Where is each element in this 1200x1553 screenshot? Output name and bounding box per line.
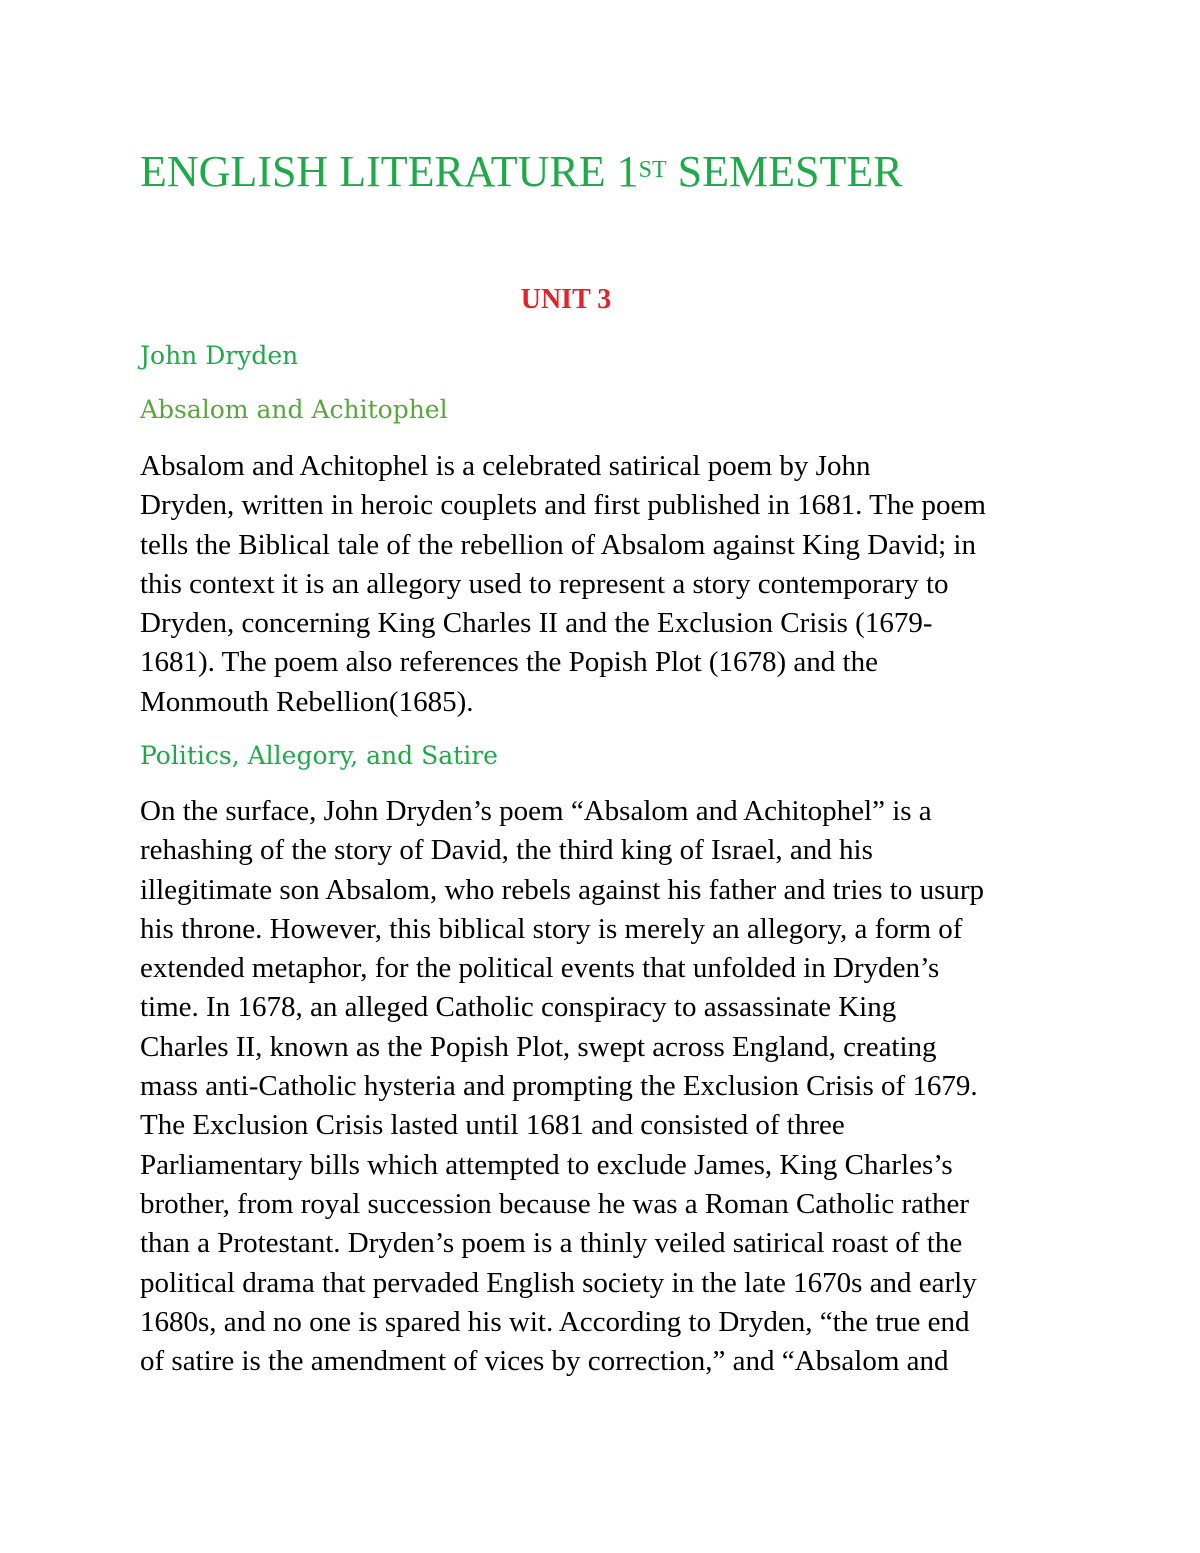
paragraph-line: illegitimate son Absalom, who rebels against his father and tries to usurp [140, 873, 985, 906]
section-heading: Politics, Allegory, and Satire [140, 741, 498, 770]
paragraph-line: political drama that pervaded English society in the late 1670s and early [140, 1266, 977, 1299]
paragraph-line: rehashing of the story of David, the third king of Israel, and his [140, 834, 873, 867]
paragraph-line: Monmouth Rebellion(1685). [140, 685, 474, 718]
document-title [140, 142, 903, 202]
politics-paragraph [140, 792, 984, 1381]
unit-heading: UNIT 3 [520, 284, 612, 315]
intro-paragraph [140, 447, 986, 722]
paragraph-line: of satire is the amendment of vices by correction,” and “Absalom and [140, 1345, 949, 1378]
paragraph-line: On the surface, John Dryden’s poem “Absalom and Achitophel” is a [140, 795, 932, 827]
paragraph-line: The Exclusion Crisis lasted until 1681 and consisted of three [140, 1109, 845, 1142]
paragraph-line: Charles II, known as the Popish Plot, swept across England, creating [140, 1030, 937, 1063]
paragraph-line: extended metaphor, for the political events that unfolded in Dryden’s [140, 952, 940, 985]
paragraph-line: than a Protestant. Dryden’s poem is a thinly veiled satirical roast of the [140, 1227, 963, 1260]
paragraph-line: 1681). The poem also references the Popish Plot (1678) and the [140, 646, 878, 679]
paragraph-line: Dryden, written in heroic couplets and first published in 1681. The poem [140, 489, 986, 522]
paragraph-line: Parliamentary bills which attempted to exclude James, King Charles’s [140, 1148, 953, 1181]
paragraph-line: his throne. However, this biblical story is merely an allegory, a form of [140, 912, 963, 945]
title-tail: SEMESTER [666, 147, 903, 196]
author-heading: John Dryden [140, 341, 299, 370]
paragraph-line: brother, from royal succession because he was a Roman Catholic rather [140, 1187, 970, 1220]
paragraph-line: mass anti-Catholic hysteria and prompting the Exclusion Crisis of 1679. [140, 1070, 978, 1103]
paragraph-line: tells the Biblical tale of the rebellion of Absalom against King David; in [140, 528, 976, 561]
paragraph-line: Absalom and Achitophel is a celebrated satirical poem by John [140, 450, 871, 482]
paragraph-line: 1680s, and no one is spared his wit. According to Dryden, “the true end [140, 1305, 970, 1338]
paragraph-line: time. In 1678, an alleged Catholic conspiracy to assassinate King [140, 991, 897, 1024]
paragraph-line: this context it is an allegory used to represent a story contemporary to [140, 567, 949, 600]
paragraph-line: Dryden, concerning King Charles II and the Exclusion Crisis (1679- [140, 607, 933, 640]
title-main: ENGLISH LITERATURE 1 [140, 147, 639, 196]
work-heading: Absalom and Achitophel [140, 395, 448, 424]
title-superscript: ST [638, 157, 667, 183]
